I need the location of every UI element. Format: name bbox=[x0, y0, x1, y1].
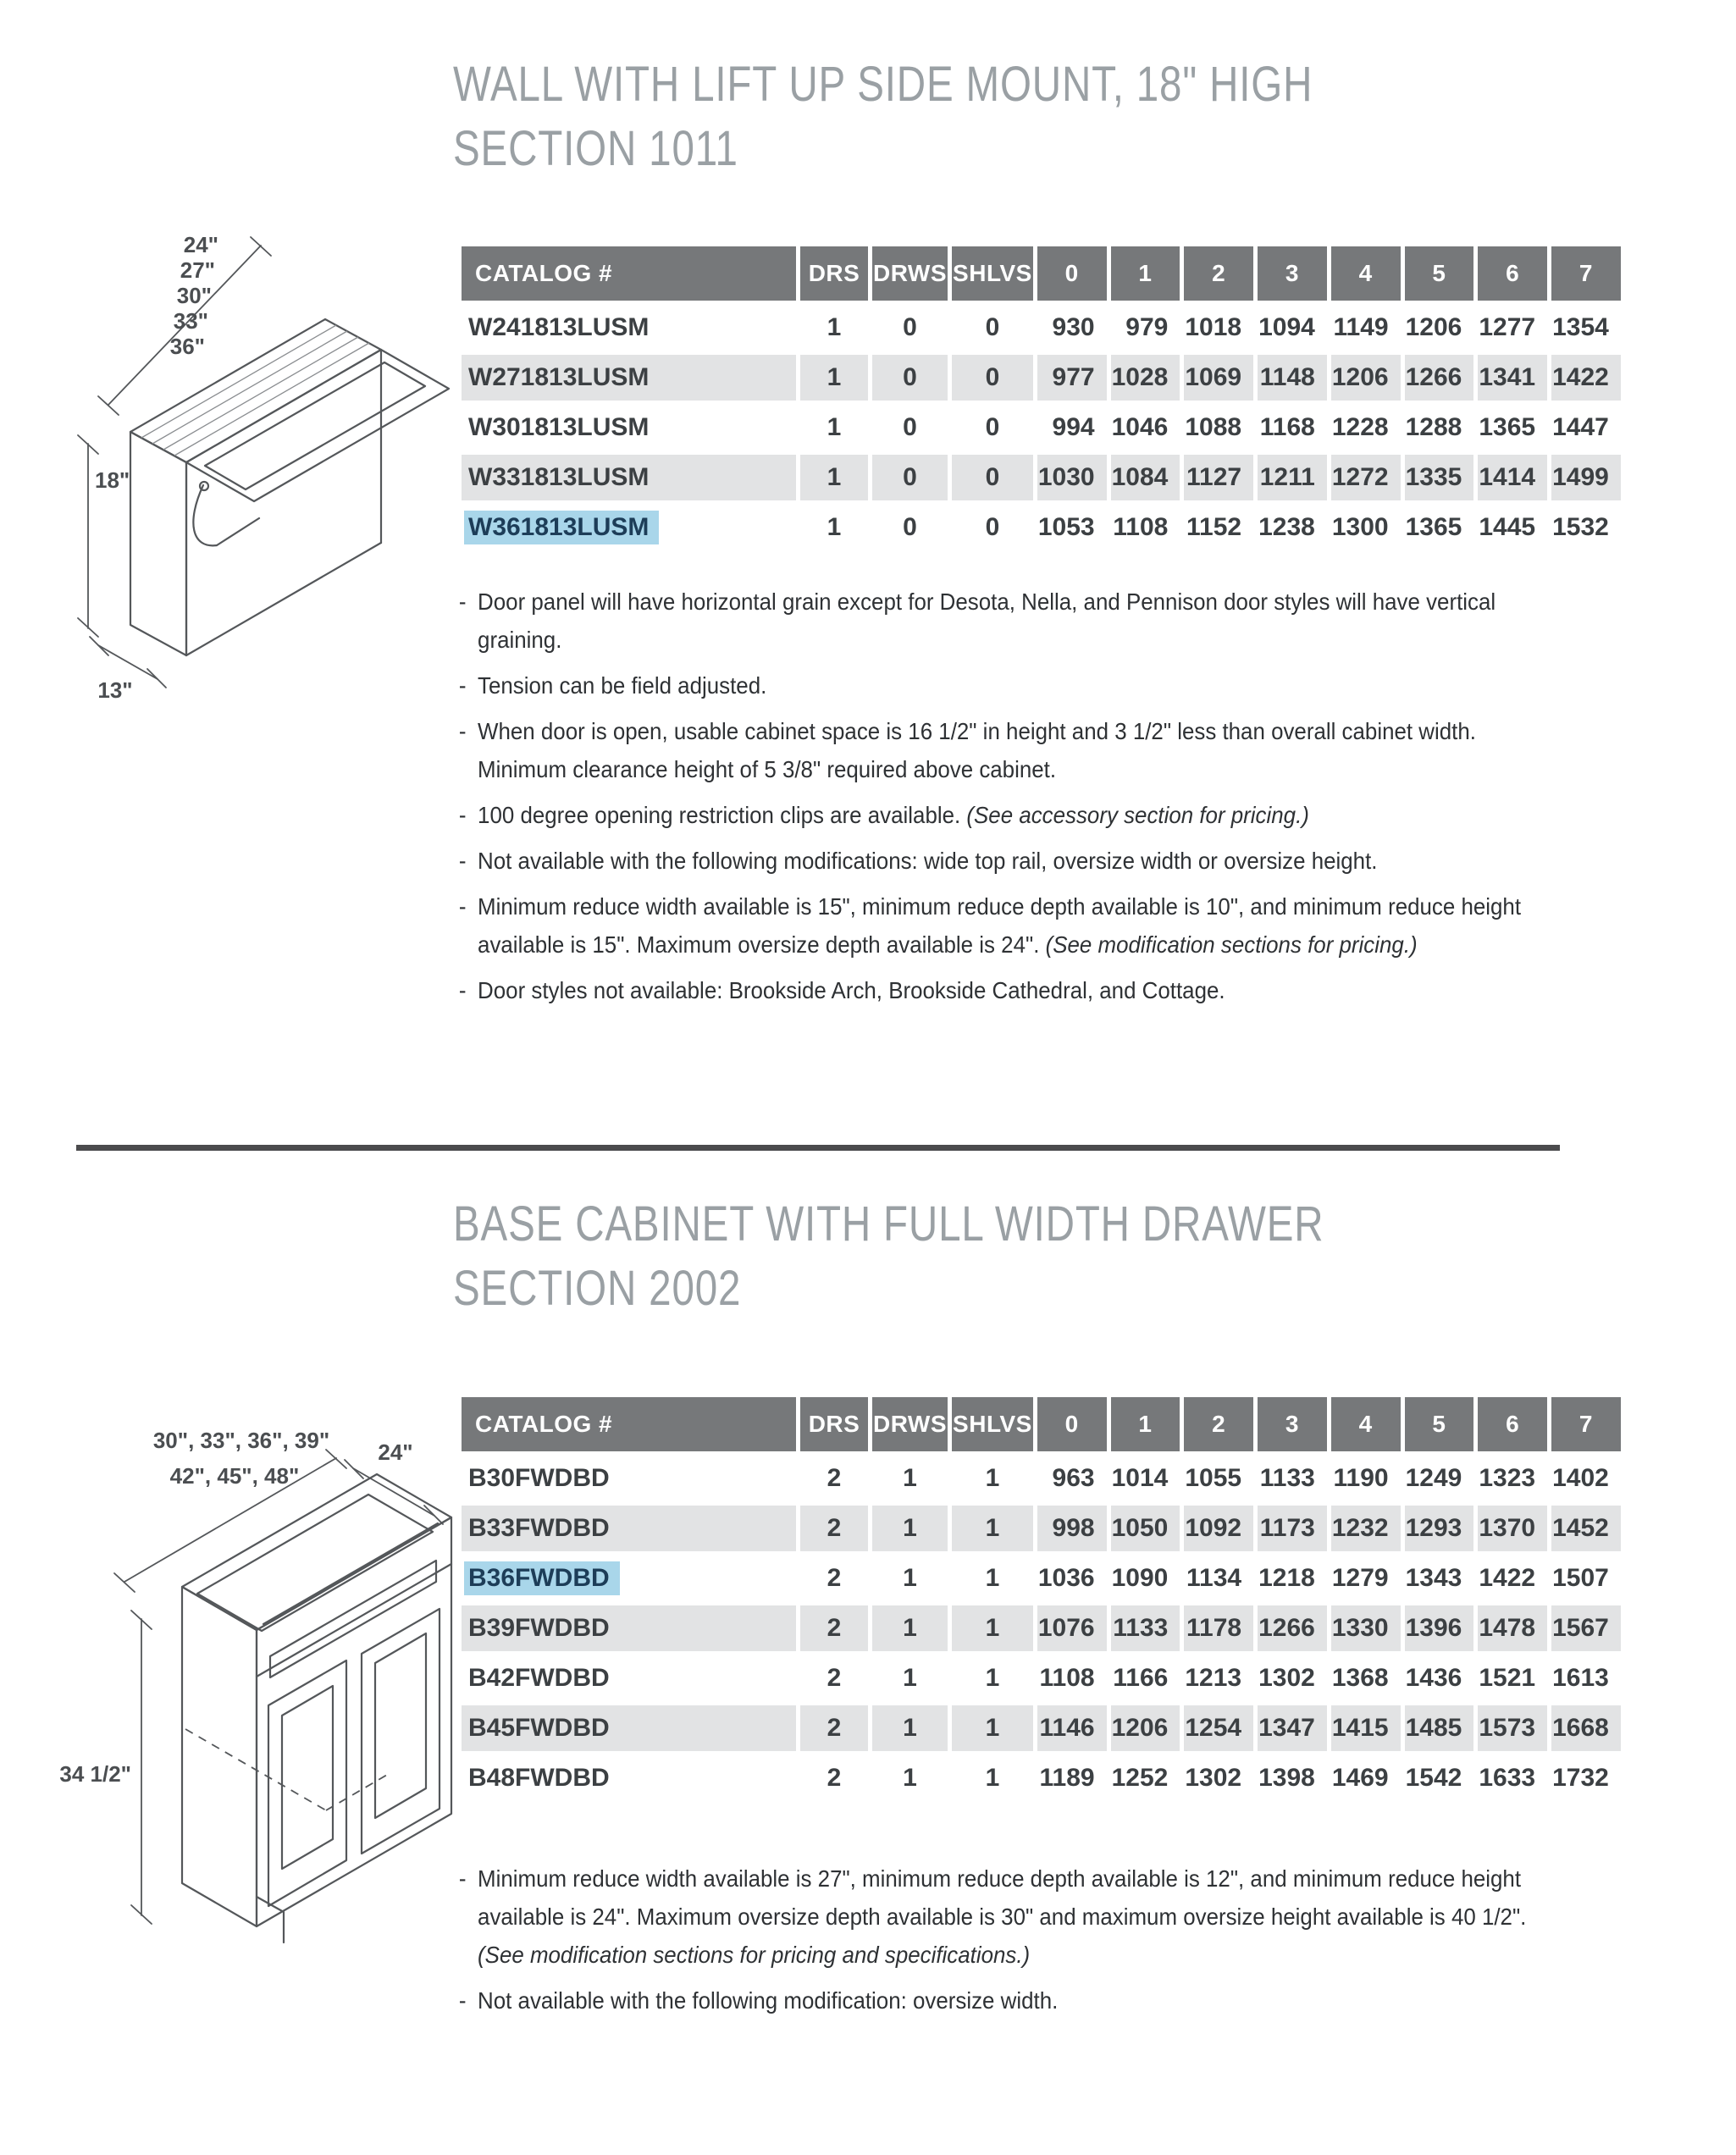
price-value: 1422 bbox=[1551, 355, 1621, 401]
price-value: 1266 bbox=[1405, 355, 1474, 401]
width-label: 33" bbox=[173, 308, 208, 334]
hinge-arm bbox=[193, 485, 217, 545]
dimension-tick bbox=[98, 396, 119, 415]
column-header: 6 bbox=[1478, 1397, 1547, 1451]
price-value: 1055 bbox=[1185, 1464, 1242, 1492]
spec-value: 0 bbox=[903, 513, 917, 541]
right-door-panel bbox=[375, 1633, 426, 1818]
spec-value: 1 bbox=[800, 355, 868, 401]
spec-value: 1 bbox=[952, 1605, 1033, 1651]
cabinet-top-rim bbox=[197, 1495, 433, 1631]
spec-value: 1 bbox=[800, 455, 868, 500]
cabinet-front-face bbox=[257, 1517, 451, 1926]
section-divider bbox=[76, 1145, 1560, 1151]
catalog-cell bbox=[462, 1755, 796, 1801]
price-value: 977 bbox=[1037, 355, 1107, 401]
table-row bbox=[462, 305, 1621, 351]
note-item bbox=[457, 796, 1554, 834]
price-value: 1206 bbox=[1331, 355, 1401, 401]
catalog-cell bbox=[462, 1456, 796, 1501]
price-value: 1090 bbox=[1111, 1564, 1169, 1592]
section-1011-title bbox=[453, 52, 1313, 181]
price-value: 930 bbox=[1052, 313, 1095, 341]
column-header: DRS bbox=[800, 246, 868, 301]
price-value: 1213 bbox=[1185, 1664, 1242, 1692]
price-value: 1478 bbox=[1478, 1605, 1547, 1651]
table-row bbox=[462, 1655, 1621, 1701]
price-value: 1084 bbox=[1111, 455, 1180, 500]
price-value: 1573 bbox=[1478, 1705, 1547, 1751]
section-title-line2: SECTION 2002 bbox=[453, 1261, 742, 1316]
cabinet-top-face bbox=[130, 319, 381, 462]
price-value: 1173 bbox=[1258, 1506, 1327, 1551]
dimension-tick bbox=[345, 1460, 363, 1478]
cabinet-bottom-edge bbox=[186, 543, 381, 655]
hinge-pivot bbox=[200, 482, 208, 490]
price-value: 1218 bbox=[1258, 1564, 1315, 1592]
spec-value: 1 bbox=[985, 1464, 1000, 1492]
cabinet-top-face bbox=[182, 1474, 451, 1630]
top-grain-line bbox=[174, 343, 369, 456]
width-label: 30" bbox=[176, 283, 212, 308]
price-value: 1238 bbox=[1258, 513, 1315, 541]
table-row bbox=[462, 505, 1621, 550]
spec-value: 0 bbox=[985, 513, 1000, 541]
spec-value: 1 bbox=[903, 1764, 917, 1792]
note-item bbox=[457, 666, 1554, 705]
spec-value: 0 bbox=[985, 413, 1000, 441]
price-value: 1133 bbox=[1111, 1605, 1180, 1651]
price-value: 1069 bbox=[1184, 355, 1253, 401]
spec-value: 1 bbox=[952, 1506, 1033, 1551]
price-value: 1330 bbox=[1331, 1605, 1401, 1651]
price-value: 1668 bbox=[1551, 1705, 1621, 1751]
spec-value: 1 bbox=[872, 1506, 948, 1551]
price-value: 1166 bbox=[1113, 1664, 1169, 1692]
price-value: 1028 bbox=[1111, 355, 1180, 401]
note-text: 100 degree opening restriction clips are available. bbox=[478, 802, 967, 828]
column-header: DRS bbox=[800, 1397, 868, 1451]
price-value: 1254 bbox=[1184, 1705, 1253, 1751]
note-item bbox=[457, 842, 1554, 880]
width-label: 42", 45", 48" bbox=[169, 1463, 300, 1489]
table-row bbox=[462, 1605, 1621, 1651]
price-value: 1414 bbox=[1478, 455, 1547, 500]
column-header: 5 bbox=[1405, 1397, 1474, 1451]
note-text: Not available with the following modification: oversize width. bbox=[478, 1987, 1059, 2014]
price-value: 1335 bbox=[1405, 455, 1474, 500]
price-value: 1232 bbox=[1331, 1506, 1401, 1551]
spec-value: 2 bbox=[800, 1506, 868, 1551]
price-value: 1732 bbox=[1552, 1764, 1609, 1792]
price-value: 1018 bbox=[1185, 313, 1242, 341]
price-value: 1499 bbox=[1551, 455, 1621, 500]
catalog-number: B42FWDBD bbox=[468, 1664, 610, 1692]
price-value: 1532 bbox=[1552, 513, 1609, 541]
spec-value: 1 bbox=[872, 1605, 948, 1651]
drawer-band-line bbox=[257, 1564, 451, 1677]
width-label: 36" bbox=[169, 334, 205, 359]
price-value: 1190 bbox=[1333, 1464, 1389, 1492]
catalog-number: W271813LUSM bbox=[468, 363, 650, 391]
price-value: 1076 bbox=[1037, 1605, 1107, 1651]
price-value: 1542 bbox=[1405, 1764, 1462, 1792]
price-value: 1365 bbox=[1479, 413, 1536, 441]
price-value: 1134 bbox=[1186, 1564, 1242, 1592]
price-value: 1415 bbox=[1331, 1705, 1401, 1751]
column-header: 4 bbox=[1331, 1397, 1401, 1451]
spec-value: 0 bbox=[903, 313, 917, 341]
spec-value: 0 bbox=[985, 313, 1000, 341]
price-value: 1088 bbox=[1185, 413, 1242, 441]
catalog-number-highlighted: B36FWDBD bbox=[464, 1561, 620, 1595]
price-value: 1521 bbox=[1479, 1664, 1536, 1692]
column-header: 1 bbox=[1111, 246, 1180, 301]
price-value: 1266 bbox=[1258, 1605, 1327, 1651]
price-value: 1323 bbox=[1479, 1464, 1536, 1492]
price-value: 1402 bbox=[1552, 1464, 1609, 1492]
price-value: 1633 bbox=[1479, 1764, 1536, 1792]
price-value: 1370 bbox=[1478, 1506, 1547, 1551]
dimension-tick bbox=[114, 1573, 135, 1592]
spec-value: 0 bbox=[903, 413, 917, 441]
price-value: 1343 bbox=[1405, 1564, 1462, 1592]
catalog-cell bbox=[462, 1655, 796, 1701]
note-item bbox=[457, 971, 1554, 1009]
column-header: DRWS bbox=[872, 1397, 948, 1451]
price-value: 1396 bbox=[1405, 1605, 1474, 1651]
price-value: 1341 bbox=[1478, 355, 1547, 401]
price-value: 1613 bbox=[1552, 1664, 1609, 1692]
price-value: 1272 bbox=[1331, 455, 1401, 500]
price-value: 1206 bbox=[1405, 313, 1462, 341]
column-header: CATALOG # bbox=[462, 1397, 796, 1451]
note-text: Door panel will have horizontal grain except for Desota, Nella, and Pennison door styles will have vertical graining. bbox=[478, 588, 1496, 653]
note-item bbox=[457, 887, 1554, 964]
price-value: 1127 bbox=[1184, 455, 1253, 500]
price-value: 1422 bbox=[1479, 1564, 1536, 1592]
column-header: 7 bbox=[1551, 1397, 1621, 1451]
table-row bbox=[462, 1506, 1621, 1551]
pricing-table-1011 bbox=[457, 242, 1625, 555]
catalog-cell bbox=[462, 455, 796, 500]
table-row bbox=[462, 455, 1621, 500]
column-header: 6 bbox=[1478, 246, 1547, 301]
right-door bbox=[362, 1609, 440, 1854]
price-value: 1108 bbox=[1039, 1664, 1095, 1692]
price-value: 1094 bbox=[1258, 313, 1315, 341]
note-text: Minimum reduce width available is 27", minimum reduce depth available is 12", and minimum reduce height available is 24". Maximum oversize depth available is 30" and maximum oversize height available is 40 1/2". bbox=[478, 1865, 1527, 1930]
column-header: 2 bbox=[1184, 1397, 1253, 1451]
price-value: 1347 bbox=[1258, 1705, 1327, 1751]
column-header: 5 bbox=[1405, 246, 1474, 301]
price-value: 1469 bbox=[1331, 1764, 1389, 1792]
catalog-cell bbox=[462, 1705, 796, 1751]
catalog-number: W331813LUSM bbox=[468, 463, 650, 491]
column-header: SHLVS bbox=[952, 246, 1033, 301]
price-value: 1249 bbox=[1405, 1464, 1462, 1492]
table-row bbox=[462, 355, 1621, 401]
price-value: 1046 bbox=[1111, 413, 1169, 441]
depth-label: 13" bbox=[97, 677, 133, 701]
price-value: 1445 bbox=[1479, 513, 1536, 541]
dimension-tick bbox=[147, 669, 166, 688]
cabinet-left-face bbox=[182, 1587, 257, 1926]
spec-value: 1 bbox=[903, 1464, 917, 1492]
note-text: Door styles not available: Brookside Arch, Brookside Cathedral, and Cottage. bbox=[478, 977, 1225, 1003]
column-header: 4 bbox=[1331, 246, 1401, 301]
price-value: 1030 bbox=[1037, 455, 1107, 500]
note-text: Minimum reduce width available is 15", minimum reduce depth available is 10", and minimum reduce height available is 15". Maximum oversize depth available is 24". bbox=[478, 893, 1522, 958]
price-value: 1178 bbox=[1184, 1605, 1253, 1651]
price-value: 1036 bbox=[1037, 1564, 1095, 1592]
table-row bbox=[462, 1755, 1621, 1801]
depth-label: 24" bbox=[378, 1439, 413, 1465]
column-header: 0 bbox=[1037, 246, 1107, 301]
spec-value: 1 bbox=[903, 1664, 917, 1692]
price-value: 1211 bbox=[1258, 455, 1327, 500]
price-value: 994 bbox=[1052, 413, 1095, 441]
dimension-tick bbox=[90, 637, 108, 655]
price-value: 998 bbox=[1037, 1506, 1107, 1551]
column-header: CATALOG # bbox=[462, 246, 796, 301]
base-cabinet-diagram bbox=[47, 1365, 470, 1975]
spec-value: 2 bbox=[827, 1764, 842, 1792]
catalog-number: B45FWDBD bbox=[468, 1714, 610, 1742]
spec-value: 1 bbox=[827, 513, 842, 541]
price-value: 1189 bbox=[1039, 1764, 1095, 1792]
spec-value: 0 bbox=[952, 355, 1033, 401]
catalog-cell bbox=[462, 405, 796, 450]
height-label: 34 1/2" bbox=[59, 1761, 131, 1787]
catalog-cell bbox=[462, 1605, 796, 1651]
section-title-line1: WALL WITH LIFT UP SIDE MOUNT, 18" HIGH bbox=[453, 57, 1313, 112]
spec-value: 0 bbox=[872, 355, 948, 401]
note-text: Not available with the following modifications: wide top rail, oversize width or oversize height. bbox=[478, 848, 1378, 874]
price-value: 1152 bbox=[1186, 513, 1242, 541]
section-title-line2: SECTION 1011 bbox=[453, 121, 738, 176]
price-value: 1168 bbox=[1259, 413, 1315, 441]
column-header: 3 bbox=[1258, 246, 1327, 301]
price-value: 1302 bbox=[1185, 1764, 1242, 1792]
note-item bbox=[457, 583, 1554, 659]
note-reference-italic: (See modification sections for pricing and specifications.) bbox=[478, 1942, 1031, 1968]
price-value: 1053 bbox=[1037, 513, 1095, 541]
column-header: 1 bbox=[1111, 1397, 1180, 1451]
spec-value: 1 bbox=[903, 1564, 917, 1592]
price-value: 1368 bbox=[1331, 1664, 1389, 1692]
notes-1011 bbox=[457, 583, 1554, 1017]
width-label: 30", 33", 36", 39" bbox=[152, 1428, 330, 1453]
column-header: DRWS bbox=[872, 246, 948, 301]
price-value: 1228 bbox=[1331, 413, 1389, 441]
catalog-number: B30FWDBD bbox=[468, 1464, 610, 1492]
catalog-cell bbox=[462, 1555, 796, 1601]
price-value: 1146 bbox=[1037, 1705, 1107, 1751]
price-value: 1365 bbox=[1405, 513, 1462, 541]
note-item bbox=[457, 712, 1554, 788]
price-value: 1567 bbox=[1551, 1605, 1621, 1651]
table-row bbox=[462, 1705, 1621, 1751]
spec-value: 1 bbox=[985, 1664, 1000, 1692]
spec-value: 2 bbox=[827, 1664, 842, 1692]
spec-value: 0 bbox=[872, 455, 948, 500]
table-header-row bbox=[462, 1397, 1621, 1451]
price-value: 1507 bbox=[1552, 1564, 1609, 1592]
spec-value: 2 bbox=[800, 1605, 868, 1651]
price-value: 1447 bbox=[1552, 413, 1609, 441]
notes-2002 bbox=[457, 1859, 1554, 2027]
price-value: 1300 bbox=[1331, 513, 1389, 541]
spec-value: 1 bbox=[827, 413, 842, 441]
catalog-cell bbox=[462, 1506, 796, 1551]
price-value: 1252 bbox=[1111, 1764, 1169, 1792]
catalog-cell bbox=[462, 305, 796, 351]
spec-value: 1 bbox=[985, 1564, 1000, 1592]
price-value: 1014 bbox=[1111, 1464, 1169, 1492]
price-value: 1277 bbox=[1479, 313, 1536, 341]
spec-value: 1 bbox=[952, 1705, 1033, 1751]
column-header: 0 bbox=[1037, 1397, 1107, 1451]
price-value: 979 bbox=[1125, 313, 1169, 341]
section-2002-title bbox=[453, 1192, 1324, 1321]
price-value: 1133 bbox=[1259, 1464, 1315, 1492]
catalog-number: B39FWDBD bbox=[468, 1614, 610, 1642]
catalog-number-highlighted: W361813LUSM bbox=[464, 511, 659, 544]
left-door-panel bbox=[282, 1686, 333, 1869]
catalog-cell bbox=[462, 355, 796, 401]
dimension-tick bbox=[424, 1506, 443, 1524]
height-label: 18" bbox=[95, 467, 130, 493]
table-row bbox=[462, 405, 1621, 450]
price-value: 1288 bbox=[1405, 413, 1462, 441]
spec-value: 1 bbox=[985, 1764, 1000, 1792]
price-value: 1279 bbox=[1331, 1564, 1389, 1592]
wall-cabinet-diagram bbox=[49, 193, 489, 701]
table-row bbox=[462, 1456, 1621, 1501]
column-header: SHLVS bbox=[952, 1397, 1033, 1451]
price-value: 963 bbox=[1052, 1464, 1095, 1492]
catalog-number: W241813LUSM bbox=[468, 313, 650, 341]
price-value: 1092 bbox=[1184, 1506, 1253, 1551]
price-value: 1293 bbox=[1405, 1506, 1474, 1551]
hinge-arm-link bbox=[217, 518, 259, 545]
spec-value: 2 bbox=[827, 1564, 842, 1592]
note-text: Tension can be field adjusted. bbox=[478, 672, 767, 699]
price-value: 1108 bbox=[1113, 513, 1169, 541]
price-value: 1148 bbox=[1258, 355, 1327, 401]
table-row bbox=[462, 1555, 1621, 1601]
spec-value: 0 bbox=[952, 455, 1033, 500]
note-reference-italic: (See accessory section for pricing.) bbox=[966, 802, 1309, 828]
note-text: When door is open, usable cabinet space is 16 1/2" in height and 3 1/2" less than overall cabinet width. Minimum clearance height of 5 3/8" required above cabinet. bbox=[478, 718, 1476, 782]
column-header: 2 bbox=[1184, 246, 1253, 301]
table-header-row bbox=[462, 246, 1621, 301]
section-title-line1: BASE CABINET WITH FULL WIDTH DRAWER bbox=[453, 1196, 1324, 1252]
depth-dimension-line bbox=[98, 645, 158, 679]
column-header: 3 bbox=[1258, 1397, 1327, 1451]
spec-value: 2 bbox=[827, 1464, 842, 1492]
width-label: 27" bbox=[180, 257, 215, 283]
interior-dashed-line bbox=[326, 1775, 387, 1810]
price-value: 1206 bbox=[1111, 1705, 1180, 1751]
spec-value: 1 bbox=[827, 313, 842, 341]
note-item bbox=[457, 1859, 1554, 1974]
price-value: 1050 bbox=[1111, 1506, 1180, 1551]
catalog-number: W301813LUSM bbox=[468, 413, 650, 441]
price-value: 1485 bbox=[1405, 1705, 1474, 1751]
catalog-cell bbox=[462, 505, 796, 550]
price-value: 1302 bbox=[1258, 1664, 1315, 1692]
column-header: 7 bbox=[1551, 246, 1621, 301]
price-value: 1149 bbox=[1333, 313, 1389, 341]
price-value: 1354 bbox=[1552, 313, 1609, 341]
cabinet-side-panel bbox=[130, 432, 186, 655]
price-value: 1398 bbox=[1258, 1764, 1315, 1792]
width-label: 24" bbox=[183, 232, 218, 257]
spec-value: 2 bbox=[800, 1705, 868, 1751]
price-value: 1436 bbox=[1405, 1664, 1462, 1692]
note-reference-italic: (See modification sections for pricing.) bbox=[1045, 931, 1418, 958]
dimension-tick bbox=[326, 1450, 346, 1468]
pricing-table-2002 bbox=[457, 1393, 1625, 1805]
catalog-number: B33FWDBD bbox=[468, 1514, 610, 1542]
spec-value: 1 bbox=[872, 1705, 948, 1751]
price-value: 1452 bbox=[1551, 1506, 1621, 1551]
note-item bbox=[457, 1981, 1554, 2020]
catalog-number: B48FWDBD bbox=[468, 1764, 610, 1792]
